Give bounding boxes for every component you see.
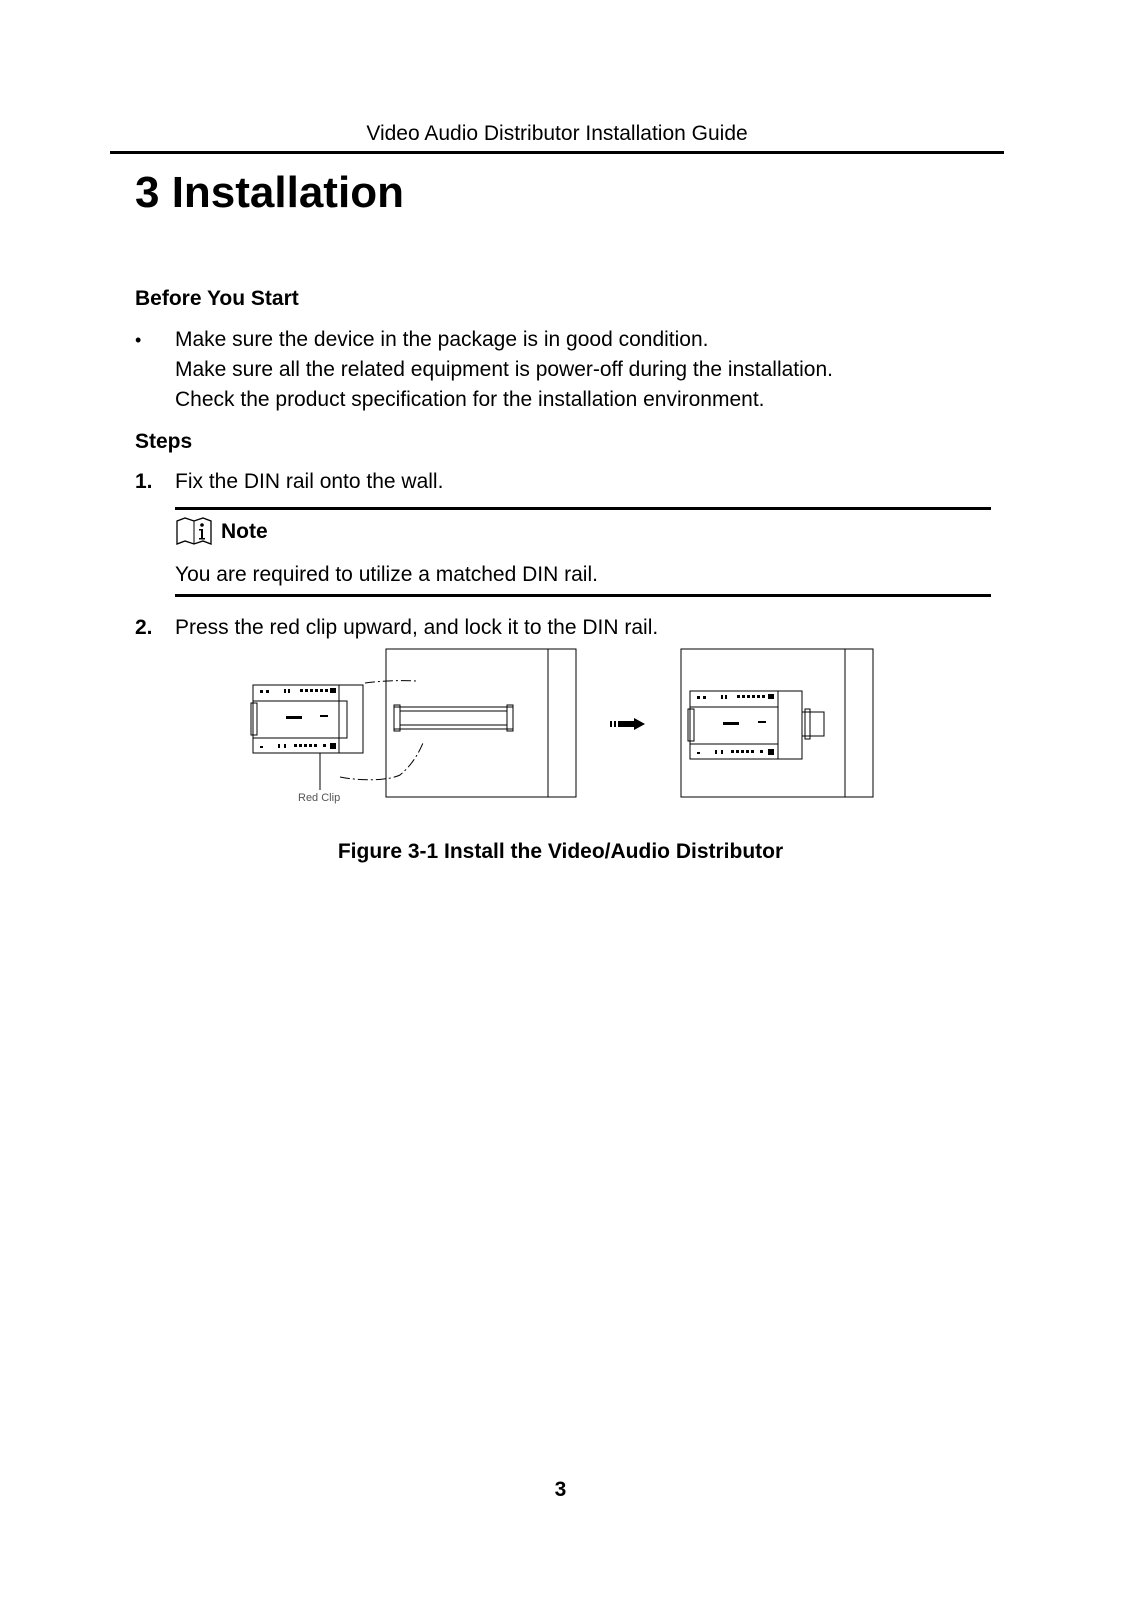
direction-arrow: [610, 718, 645, 730]
before-you-start-heading: Before You Start: [135, 287, 299, 310]
din-rail-illustration: [240, 645, 880, 805]
figure-caption: Figure 3-1 Install the Video/Audio Distributor: [337, 840, 784, 863]
bullet-item: [175, 325, 833, 415]
step-number: 2.: [135, 616, 153, 639]
installed-result: [681, 649, 873, 797]
note-header: [175, 517, 268, 547]
bullet-line: Check the product specification for the installation environment.: [175, 388, 765, 411]
info-note-icon: [175, 517, 213, 547]
note-text: You are required to utilize a matched DIN rail.: [175, 563, 598, 586]
distributor-device: [251, 685, 363, 753]
page-number: 3: [554, 1478, 567, 1501]
installation-figure: [240, 645, 880, 805]
note-top-rule: [175, 507, 991, 510]
step-2: [135, 616, 658, 640]
bullet-marker: •: [135, 330, 142, 350]
step-1: [135, 470, 443, 494]
bullet-line: Make sure the device in the package is in good condition.: [175, 328, 709, 351]
running-header: Video Audio Distributor Installation Guide: [366, 122, 748, 145]
step-number: 1.: [135, 470, 153, 493]
step-text: Press the red clip upward, and lock it to the DIN rail.: [175, 616, 659, 639]
steps-heading: Steps: [135, 430, 193, 453]
note-label: Note: [221, 520, 268, 543]
bullet-line: Make sure all the related equipment is power-off during the installation.: [175, 358, 833, 381]
header-rule: [110, 151, 1004, 154]
note-bottom-rule: [175, 594, 991, 597]
wall-panel: [386, 649, 576, 797]
guide-line: [340, 743, 423, 780]
red-clip-label: Red Clip: [298, 792, 341, 804]
guide-line: [365, 681, 417, 683]
chapter-title: 3 Installation: [135, 168, 404, 217]
step-text: Fix the DIN rail onto the wall.: [175, 470, 444, 493]
